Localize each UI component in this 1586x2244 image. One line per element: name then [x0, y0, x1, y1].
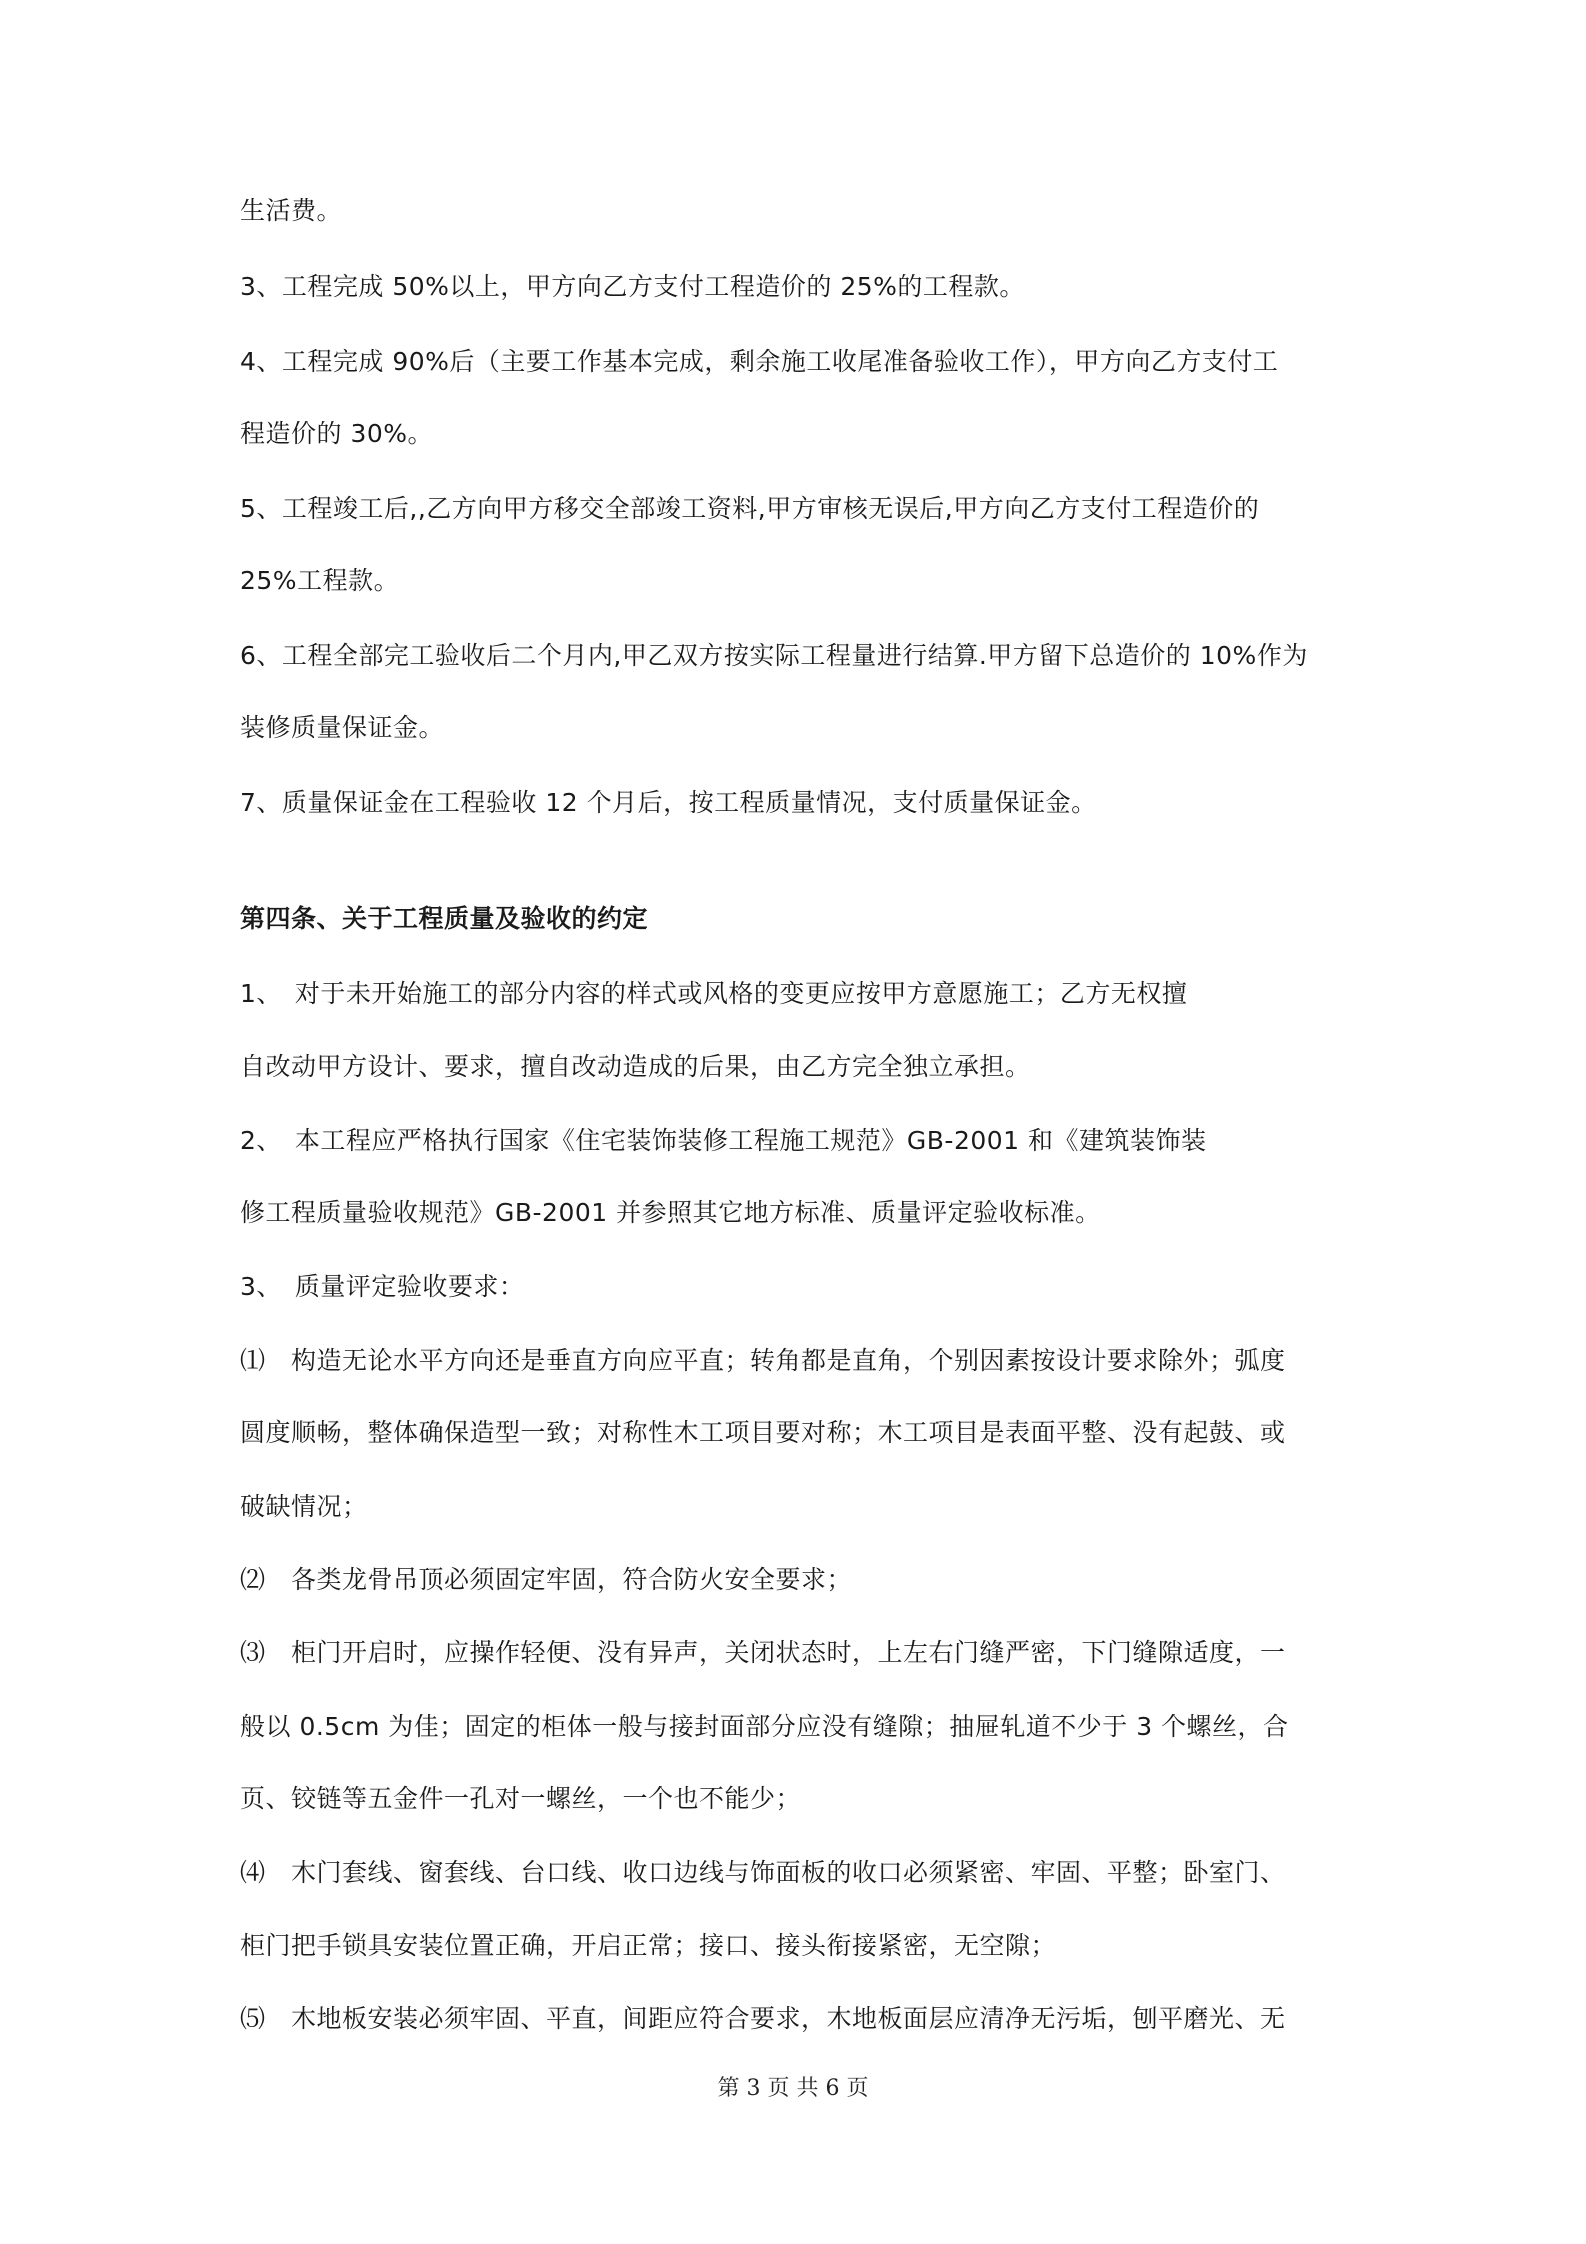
section-line: 柜门把手锁具安装位置正确，开启正常；接口、接头衔接紧密，无空隙；: [240, 1931, 1057, 1960]
section-line: 破缺情况；: [240, 1492, 368, 1521]
paragraph-line: 4、工程完成 90%后（主要工作基本完成，剩余施工收尾准备验收工作），甲方向乙方支付工: [240, 347, 1279, 376]
section-line: ⑸ 木地板安装必须牢固、平直，间距应符合要求，木地板面层应清净无污垢，刨平磨光、无: [240, 2004, 1286, 2033]
section-line: 3、 质量评定验收要求：: [240, 1272, 525, 1301]
paragraph-line: 7、质量保证金在工程验收 12 个月后，按工程质量情况，支付质量保证金。: [240, 788, 1097, 817]
paragraph-line: 3、工程完成 50%以上，甲方向乙方支付工程造价的 25%的工程款。: [240, 272, 1025, 301]
page-number-footer: 第 3 页 共 6 页: [717, 2076, 869, 2101]
paragraph-line: 25%工程款。: [240, 566, 400, 595]
paragraph-line: 5、工程竣工后,,乙方向甲方移交全部竣工资料,甲方审核无误后,甲方向乙方支付工程造价的: [240, 494, 1260, 523]
section-line: ⑵ 各类龙骨吊顶必须固定牢固，符合防火安全要求；: [240, 1565, 853, 1594]
section-line: 页、铰链等五金件一孔对一螺丝，一个也不能少；: [240, 1784, 802, 1813]
section-line: ⑴ 构造无论水平方向还是垂直方向应平直；转角都是直角，个别因素按设计要求除外；弧度: [240, 1346, 1286, 1375]
section-line: 1、 对于未开始施工的部分内容的样式或风格的变更应按甲方意愿施工；乙方无权擅: [240, 979, 1188, 1008]
paragraph-line: 6、工程全部完工验收后二个月内,甲乙双方按实际工程量进行结算.甲方留下总造价的 10%作为: [240, 641, 1308, 670]
section-line: 般以 0.5cm 为佳；固定的柜体一般与接封面部分应没有缝隙；抽屉轧道不少于 3 个螺丝，合: [240, 1712, 1289, 1741]
section-line: 自改动甲方设计、要求，擅自改动造成的后果，由乙方完全独立承担。: [240, 1052, 1031, 1081]
section-line: 圆度顺畅，整体确保造型一致；对称性木工项目要对称；木工项目是表面平整、没有起鼓、或: [240, 1418, 1286, 1447]
section-line: 2、 本工程应严格执行国家《住宅装饰装修工程施工规范》GB-2001 和《建筑装饰装: [240, 1126, 1207, 1155]
section-line: ⑷ 木门套线、窗套线、台口线、收口边线与饰面板的收口必须紧密、牢固、平整；卧室门、: [240, 1858, 1286, 1887]
paragraph-line: 程造价的 30%。: [240, 419, 434, 448]
paragraph-line: 装修质量保证金。: [240, 713, 445, 742]
section-line: ⑶ 柜门开启时，应操作轻便、没有异声，关闭状态时，上左右门缝严密，下门缝隙适度，一: [240, 1638, 1286, 1667]
paragraph-line: 生活费。: [240, 196, 343, 225]
section-heading: 第四条、关于工程质量及验收的约定: [240, 904, 649, 933]
section-line: 修工程质量验收规范》GB-2001 并参照其它地方标准、质量评定验收标准。: [240, 1198, 1101, 1227]
